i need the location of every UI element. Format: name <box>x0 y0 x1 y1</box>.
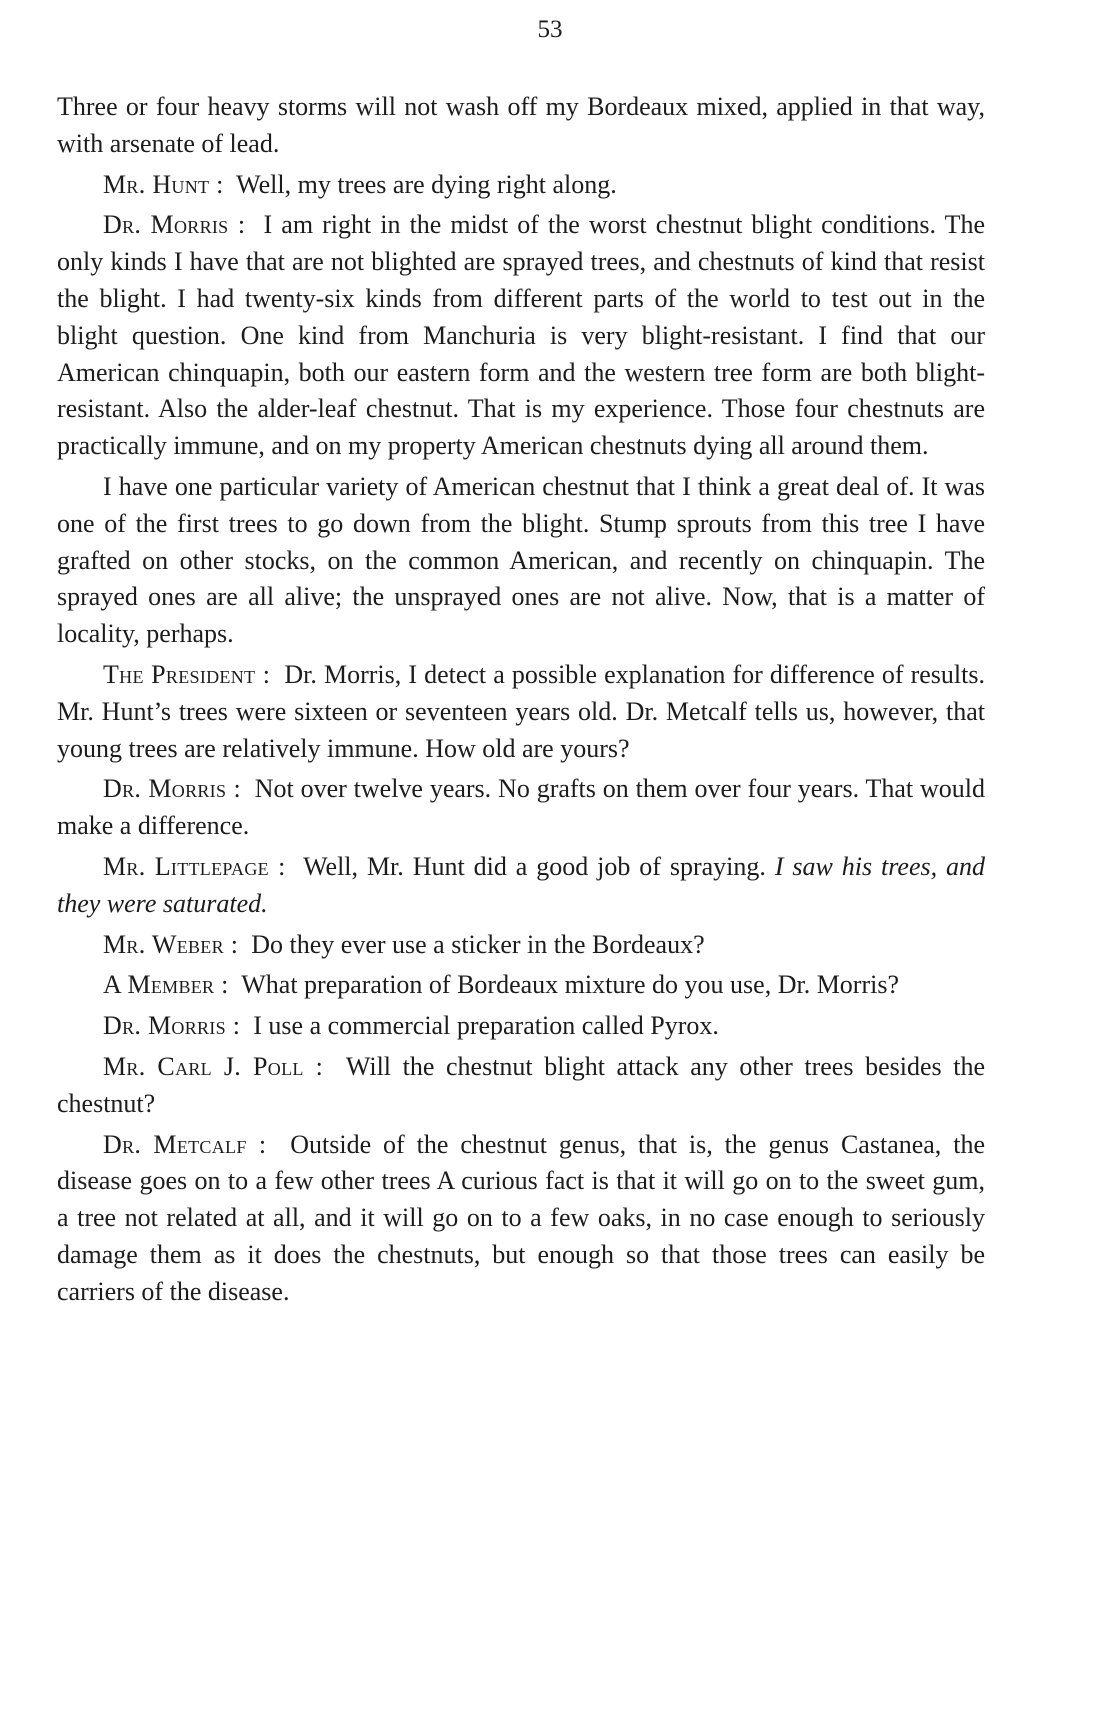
paragraph-text: Not over twelve years. No grafts on them over four years. That would make a difference. <box>57 774 985 841</box>
paragraph-text: Will the chestnut blight attack any other trees besides the chestnut? <box>57 1051 985 1118</box>
paragraph-president <box>57 657 985 767</box>
speaker-label: Mr. Carl J. Poll : <box>103 1051 324 1081</box>
paragraph-weber <box>57 927 985 964</box>
paragraph-metcalf <box>57 1127 985 1311</box>
paragraph-poll <box>57 1049 985 1123</box>
speaker-label: The President : <box>103 659 271 689</box>
paragraph-text: Outside of the chestnut genus, that is, the genus Castanea, the disease goes on to a few other trees A curious fact is that it will go on to the sweet gum, a tree not related at all, and it will go on to a few oaks, in no case enough to seriously damage them as it does the chestnuts, but enough so that those trees can easily be carriers of the disease. <box>57 1129 986 1306</box>
speaker-label: Mr. Littlepage : <box>103 851 286 881</box>
paragraph-text: Well, Mr. Hunt did a good job of spraying. <box>303 851 766 881</box>
paragraph-member <box>57 967 985 1004</box>
speaker-label: Dr. Morris : <box>103 774 241 804</box>
paragraph-hunt-reply <box>57 167 985 204</box>
paragraph-continuation <box>57 89 985 163</box>
speaker-label: Dr. Morris : <box>103 1011 241 1041</box>
paragraph-text: I use a commercial preparation called Pyrox. <box>253 1011 719 1041</box>
paragraph-morris-variety <box>57 469 985 653</box>
body-text <box>57 89 985 1315</box>
paragraph-morris-age <box>57 771 985 845</box>
speaker-label: Dr. Morris : <box>103 210 246 240</box>
paragraph-littlepage <box>57 849 985 923</box>
paragraph-text: I am right in the midst of the worst chestnut blight conditions. The only kinds I have that are not blighted are sprayed trees, and chestnuts of kind that resist the blight. I had twenty-six kinds from different parts of the world to test out in the blight question. One kind from Manchuria is very blight-resistant. I find that our American chinquapin, both our eastern form and the western tree form are both blight-resistant. Also the alder-leaf chestnut. That is my experience. Those four chestnuts are practically immune, and on my property American chestnuts dying all around them. <box>57 210 986 461</box>
paragraph-italic-text: I saw his trees, and they were saturated. <box>57 851 986 918</box>
speaker-label: Mr. Hunt : <box>103 169 224 199</box>
paragraph-morris-experience <box>57 207 985 465</box>
paragraph-morris-pyrox <box>57 1008 985 1045</box>
page-number: 53 <box>537 16 563 43</box>
paragraph-text: Well, my trees are dying right along. <box>236 169 617 199</box>
paragraph-text: I have one particular variety of American chestnut that I think a great deal of. It was one of the first trees to go down from the blight. Stump sprouts from this tree I have grafted on other stocks, on the common American, and recently on chinquapin. The sprayed ones are all alive; the unsprayed ones are not alive. Now, that is a matter of locality, perhaps. <box>57 471 985 649</box>
paragraph-text: Three or four heavy storms will not wash off my Bordeaux mixed, applied in that way, with arsenate of lead. <box>57 92 985 158</box>
paragraph-text: What preparation of Bordeaux mixture do you use, Dr. Morris? <box>241 970 900 1000</box>
speaker-label: A Member : <box>103 970 229 1000</box>
paragraph-text: Dr. Morris, I detect a possible explanation for difference of results. Mr. Hunt’s trees were sixteen or seventeen years old. Dr. Metcalf tells us, however, that young trees are relatively immune. How old are yours? <box>57 659 985 763</box>
speaker-label: Dr. Metcalf : <box>103 1129 267 1159</box>
paragraph-text: Do they ever use a sticker in the Bordeaux? <box>251 929 705 959</box>
speaker-label: Mr. Weber : <box>103 929 239 959</box>
